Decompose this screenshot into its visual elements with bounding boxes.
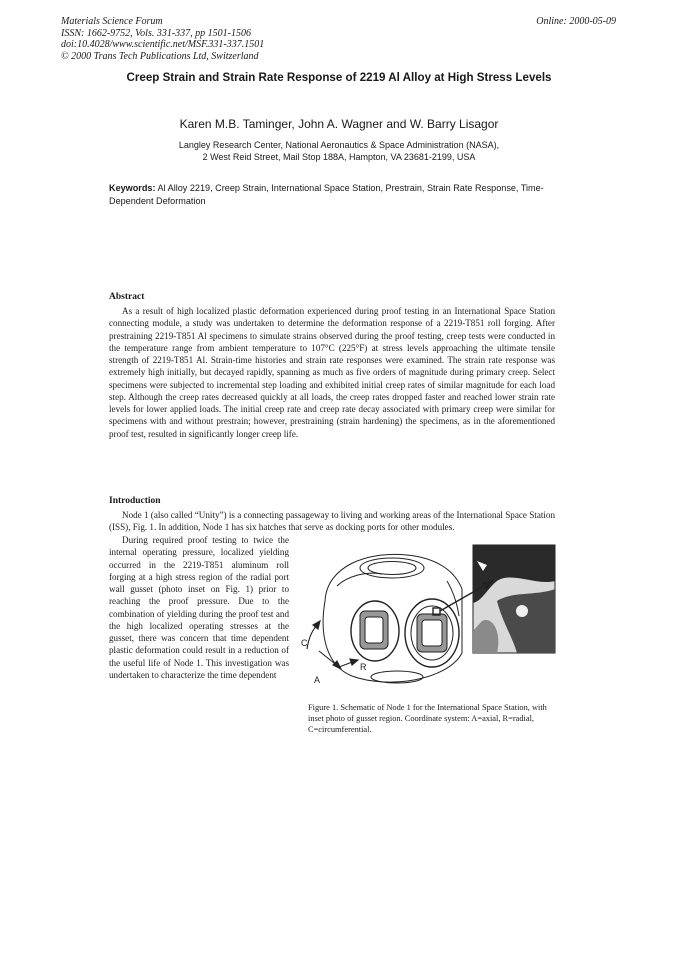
- journal-name: Materials Science Forum: [61, 16, 163, 27]
- keywords-text: Al Alloy 2219, Creep Strain, International Space Station, Prestrain, Strain Rate Response, Time-Dependent Deformation: [109, 183, 544, 206]
- introduction-text-1: Node 1 (also called “Unity”) is a connecting passageway to living and working areas of the International Space Station (ISS), Fig. 1. In addition, Node 1 has six hatches that serve as docking ports for other modules.: [109, 510, 555, 533]
- axis-label-c: C: [301, 638, 308, 648]
- introduction-paragraph-2: [109, 534, 289, 681]
- node1-module-drawing: [323, 554, 462, 683]
- axis-label-a: A: [314, 675, 321, 685]
- introduction-text-2: During required proof testing to twice the internal operating pressure, localized yielding occurred in the 2219-T851 aluminum roll forging at a high stress region of the radial port wall gusset (photo inset on Fig. 1) prior to reaching the proof pressure. Due to the combination of yielding during the proof test and the high localized operating stresses at the gusset, there was concern that time dependent plastic deformation could result in a reduction of the useful life of Node 1. This investigation was undertaken to characterize the time dependent: [109, 535, 289, 680]
- axis-label-r: R: [360, 662, 367, 672]
- copyright-line: © 2000 Trans Tech Publications Ltd, Switzerland: [61, 50, 259, 62]
- keywords: [109, 182, 579, 207]
- doi-line: doi:10.4028/www.scientific.net/MSF.331-337.1501: [61, 39, 265, 51]
- abstract-heading: Abstract: [109, 292, 145, 302]
- abstract-body: [109, 305, 555, 440]
- introduction-heading: Introduction: [109, 496, 161, 506]
- node1-schematic-figure: [297, 541, 557, 691]
- gusset-photo-inset: [473, 545, 555, 653]
- author-list: Karen M.B. Taminger, John A. Wagner and W. Barry Lisagor: [179, 117, 499, 131]
- coordinate-axes: [307, 621, 358, 669]
- affiliation: [60, 139, 618, 163]
- affiliation-line-1: Langley Research Center, National Aeronautics & Space Administration (NASA),: [178, 140, 500, 150]
- abstract-text: As a result of high localized plastic deformation experienced during proof testing in an International Space Station connecting module, a study was undertaken to determine the deformation response of a 2219-T851 roll forging. After prestraining 2219-T851 Al specimens to simulate strains observed during the proof testing, creep tests were conducted in the temperature range from ambient temperature to 107°C (225°F) at stress levels approaching the ultimate tensile strength of 2219-T851 Al. Strain-time histories and strain rate responses were examined. The strain rate response was extremely high initially, but decayed rapidly, spanning as much as five orders of magnitude during primary creep. Select specimens were subjected to incremental step loading and exhibited initial creep rates of similar magnitude for each load step. Although the creep rates decreased quickly at all loads, the creep rates dropped faster and reached lower strain rate levels for lower applied loads. The initial creep rate and creep rate decay associated with primary creep were similar for specimens with and without prestrain; however, prestraining (strain hardening) the specimens, as in the aforementioned proof test, resulted in significantly longer creep life.: [109, 306, 555, 439]
- figure-caption: Figure 1. Schematic of Node 1 for the International Space Station, with inset photo of gusset region. Coordinate system: A=axial, R=radial, C=circumferential.: [308, 703, 547, 734]
- journal-header: [61, 16, 264, 62]
- online-date: Online: 2000-05-09: [536, 16, 616, 27]
- issn-line: ISSN: 1662-9752, Vols. 331-337, pp 1501-1506: [61, 27, 251, 39]
- affiliation-line-2: 2 West Reid Street, Mail Stop 188A, Hampton, VA 23681-2199, USA: [202, 152, 476, 163]
- paper-title: Creep Strain and Strain Rate Response of 2219 Al Alloy at High Stress Levels: [126, 71, 552, 84]
- introduction-paragraph-1: [109, 509, 555, 534]
- keywords-label: Keywords:: [109, 183, 156, 193]
